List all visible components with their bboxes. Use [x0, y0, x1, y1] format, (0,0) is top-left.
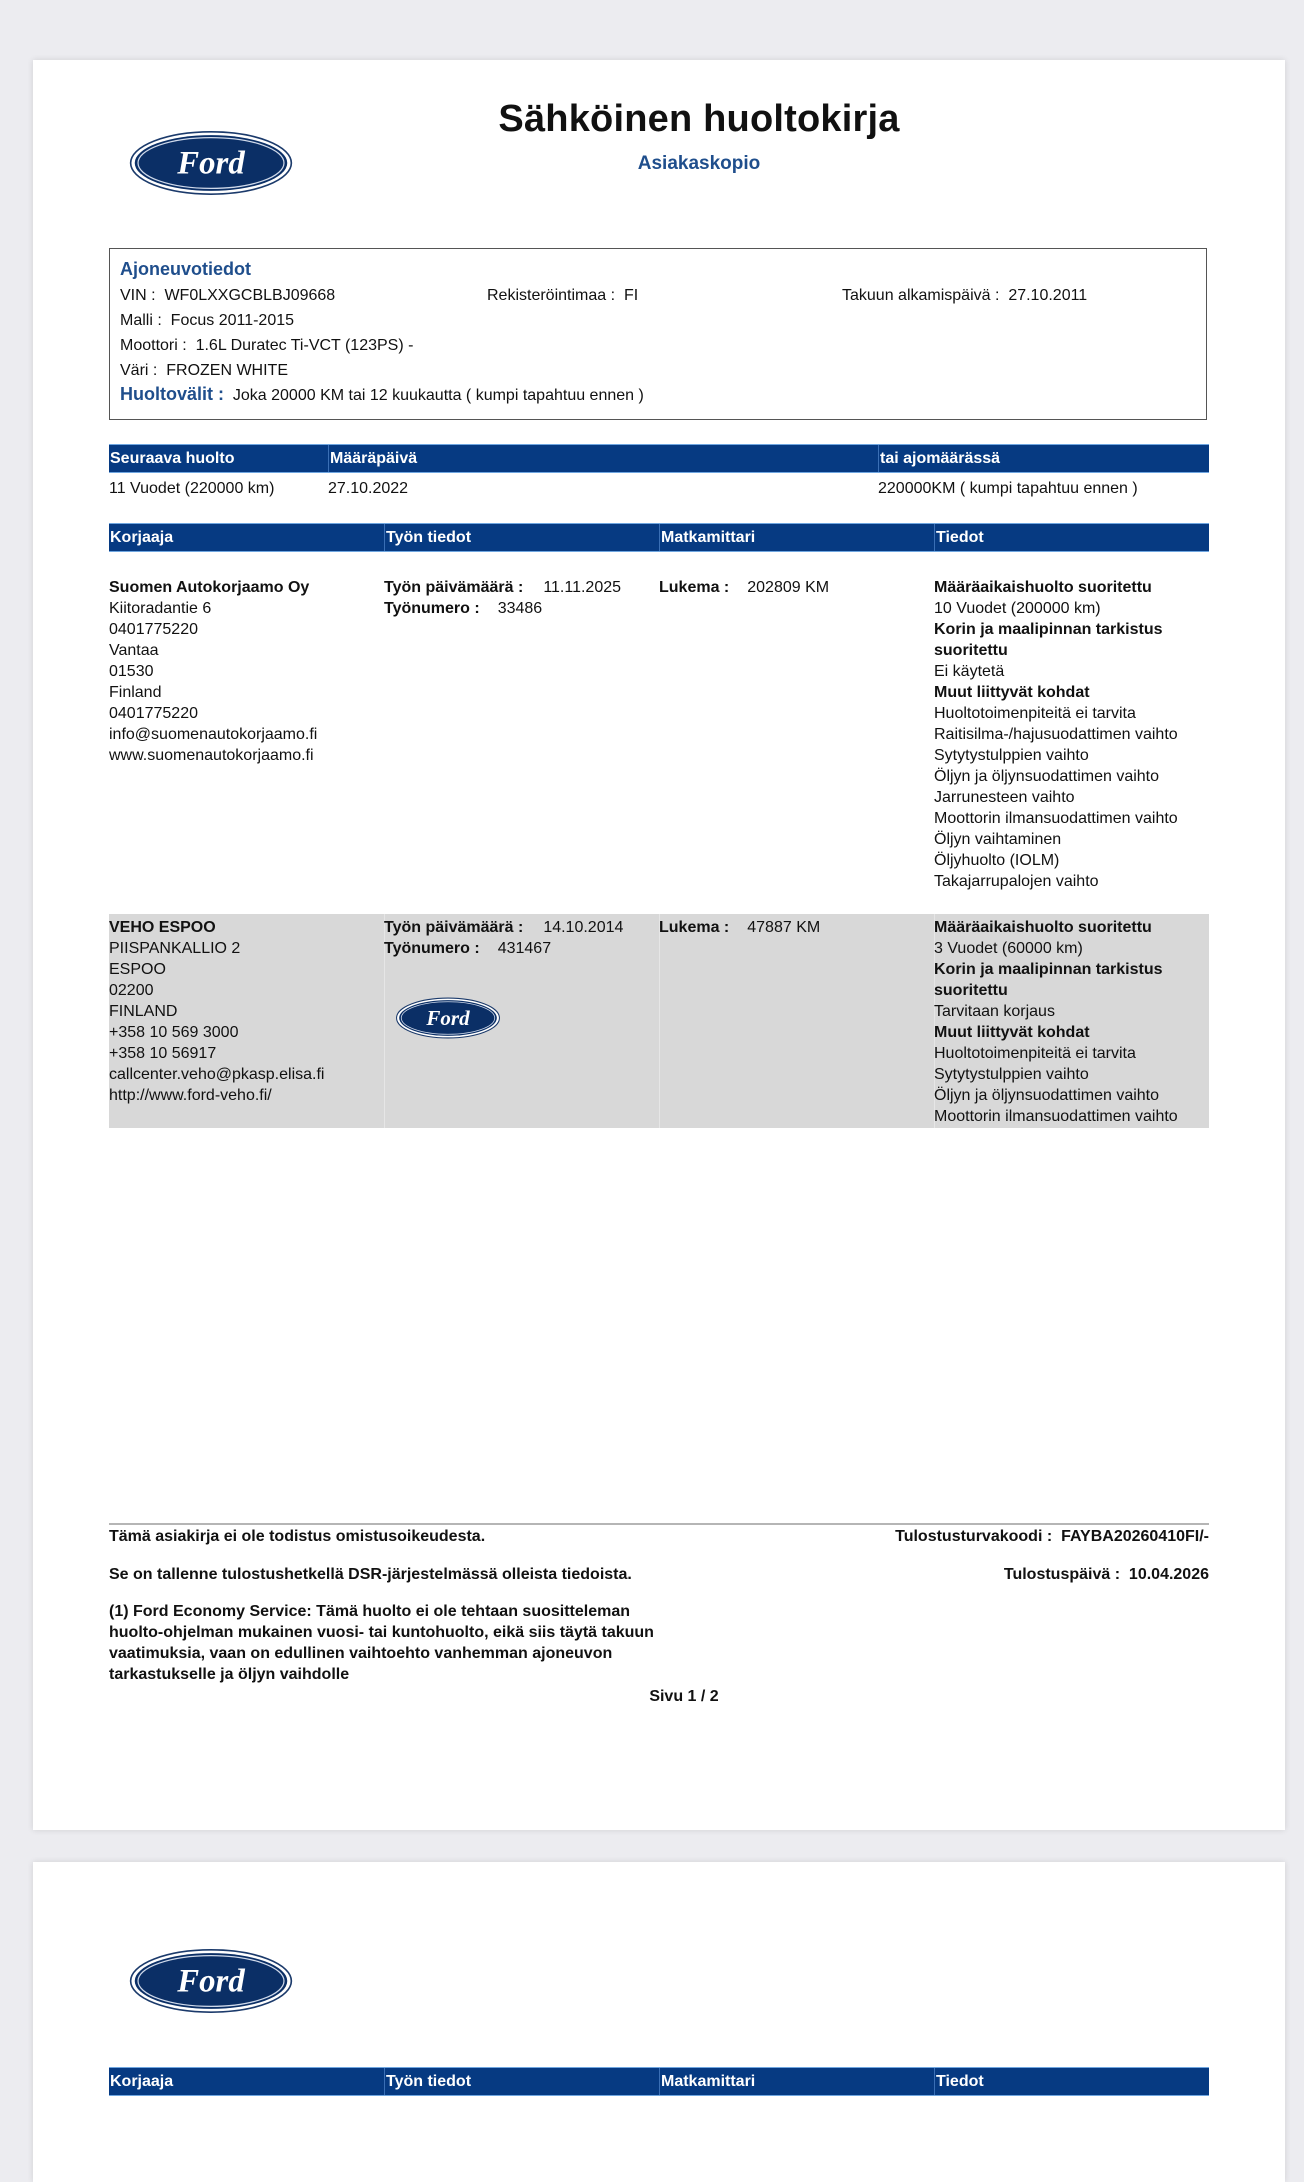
details-cell — [934, 577, 1204, 892]
model-value: Focus 2011-2015 — [170, 312, 295, 329]
document-title: Sähköinen huoltokirja — [498, 98, 900, 140]
ford-logo — [129, 1948, 293, 2014]
detail-item: Jarrunesteen vaihto — [934, 789, 1075, 806]
vin-label: VIN : — [120, 287, 156, 304]
detail-item: Huoltotoimenpiteitä ei tarvita — [934, 705, 1136, 722]
color-label: Väri : — [120, 362, 158, 379]
header-odometer: Matkamittari — [659, 524, 934, 551]
next-service-interval: 11 Vuodet (220000 km) — [109, 480, 275, 497]
column-divider — [659, 914, 660, 1128]
header-work-info: Työn tiedot — [384, 524, 659, 551]
dealer-line: www.suomenautokorjaamo.fi — [109, 747, 314, 764]
dealer-name: Suomen Autokorjaamo Oy — [109, 579, 310, 596]
interval-row — [120, 384, 644, 405]
security-code — [895, 1526, 1209, 1547]
service-table-header — [109, 523, 1209, 552]
economy-service-note: (1) Ford Economy Service: Tämä huolto ei ole tehtaan suositteleman huolto-ohjelman mukainen vuosi- tai kuntohuolto, eikä siis täytä takuun vaatimuksia, vaan on edullinen vaihtoehto vanhemman ajoneuvon tarkastukselle ja öljyn vaihdolle — [109, 1603, 654, 1683]
detail-item: Öljyn ja öljynsuodattimen vaihto — [934, 768, 1160, 785]
detail-item: Raitisilma-/hajusuodattimen vaihto — [934, 726, 1178, 743]
dealer-line: Kiitoradantie 6 — [109, 600, 212, 617]
detail-item: Tarvitaan korjaus — [934, 1003, 1055, 1020]
odometer-value: 47887 KM — [747, 919, 821, 936]
disclaimer-ownership: Tämä asiakirja ei ole todistus omistusoikeudesta. — [109, 1528, 486, 1545]
detail-item: Ei käytetä — [934, 663, 1005, 680]
engine-row — [120, 337, 413, 355]
detail-heading: Korin ja maalipinnan tarkistus suoritettu — [934, 621, 1163, 659]
warranty-value: 27.10.2011 — [1008, 287, 1088, 304]
work-date-value: 14.10.2014 — [543, 919, 624, 936]
dealer-line: Finland — [109, 684, 162, 701]
dealer-line: info@suomenautokorjaamo.fi — [109, 726, 318, 743]
next-service-mileage: 220000KM ( kumpi tapahtuu ennen ) — [878, 480, 1138, 497]
security-code-value: FAYBA20260410FI/- — [1061, 1528, 1209, 1545]
detail-item: Huoltotoimenpiteitä ei tarvita — [934, 1045, 1136, 1062]
work-number-value: 431467 — [497, 940, 552, 957]
work-info-cell — [384, 917, 623, 959]
security-code-label: Tulostusturvakoodi : — [895, 1528, 1053, 1545]
header-next-service: Seuraava huolto — [110, 450, 235, 467]
print-date-value: 10.04.2026 — [1128, 1566, 1209, 1583]
dealer-name: VEHO ESPOO — [109, 919, 216, 936]
vehicle-info-heading: Ajoneuvotiedot — [120, 259, 251, 279]
detail-heading: Muut liittyvät kohdat — [934, 684, 1090, 701]
header-odometer: Matkamittari — [659, 2068, 934, 2095]
dealer-line: 02200 — [109, 982, 154, 999]
page-indicator: Sivu 1 / 2 — [649, 1688, 719, 1705]
odometer-value: 202809 KM — [747, 579, 830, 596]
details-cell — [934, 917, 1204, 1127]
detail-heading: Määräaikaishuolto suoritettu — [934, 919, 1152, 936]
dealer-cell — [109, 577, 317, 766]
next-service-header — [109, 444, 1209, 473]
work-date-label: Työn päivämäärä : — [384, 579, 524, 596]
dealer-address — [109, 938, 324, 1106]
country-value: FI — [623, 287, 639, 304]
work-number-label: Työnumero : — [384, 940, 480, 957]
header-dealer: Korjaaja — [110, 529, 174, 546]
detail-item: 3 Vuodet (60000 km) — [934, 940, 1083, 957]
engine-value: 1.6L Duratec Ti-VCT (123PS) - — [195, 337, 414, 354]
detail-item: Moottorin ilmansuodattimen vaihto — [934, 1108, 1178, 1125]
detail-heading: Korin ja maalipinnan tarkistus suoritettu — [934, 961, 1163, 999]
detail-item: Öljyn ja öljynsuodattimen vaihto — [934, 1087, 1160, 1104]
work-info-cell — [384, 577, 621, 619]
dealer-line: 01530 — [109, 663, 154, 680]
engine-label: Moottori : — [120, 337, 187, 354]
disclaimer-record: Se on tallenne tulostushetkellä DSR-järjestelmässä olleista tiedoista. — [109, 1566, 632, 1583]
dealer-line: 0401775220 — [109, 621, 198, 638]
vehicle-info-box — [109, 248, 1207, 420]
odometer-label: Lukema : — [659, 579, 730, 596]
interval-value: Joka 20000 KM tai 12 kuukautta ( kumpi tapahtuu ennen ) — [232, 387, 644, 404]
dealer-line: +358 10 56917 — [109, 1045, 217, 1062]
detail-item: Sytytystulppien vaihto — [934, 1066, 1089, 1083]
color-row — [120, 362, 288, 380]
odometer-cell — [659, 577, 829, 598]
dealer-line: http://www.ford-veho.fi/ — [109, 1087, 272, 1104]
dealer-line: 0401775220 — [109, 705, 198, 722]
detail-item: Öljyn vaihtaminen — [934, 831, 1062, 848]
print-date — [1004, 1564, 1209, 1585]
header-details: Tiedot — [934, 2068, 1209, 2095]
detail-item: Moottorin ilmansuodattimen vaihto — [934, 810, 1178, 827]
work-date-label: Työn päivämäärä : — [384, 919, 524, 936]
model-row — [120, 312, 294, 330]
document-page-1 — [33, 60, 1285, 1830]
dealer-cell — [109, 917, 324, 1106]
service-table-header-page2 — [109, 2067, 1209, 2096]
dealer-line: +358 10 569 3000 — [109, 1024, 239, 1041]
odometer-cell — [659, 917, 820, 938]
header-details: Tiedot — [934, 524, 1209, 551]
warranty-label: Takuun alkamispäivä : — [842, 287, 1000, 304]
print-date-label: Tulostuspäivä : — [1003, 1566, 1121, 1583]
dealer-line: PIISPANKALLIO 2 — [109, 940, 241, 957]
color-value: FROZEN WHITE — [166, 362, 288, 379]
dealer-line: ESPOO — [109, 961, 166, 978]
model-label: Malli : — [120, 312, 162, 329]
header-due-date: Määräpäivä — [328, 445, 878, 472]
dealer-address — [109, 598, 317, 766]
document-page-2 — [33, 1862, 1285, 2182]
dealer-line: callcenter.veho@pkasp.elisa.fi — [109, 1066, 325, 1083]
country-label: Rekisteröintimaa : — [487, 287, 616, 304]
document-subtitle: Asiakaskopio — [637, 153, 761, 174]
header-mileage: tai ajomäärässä — [878, 445, 1209, 472]
footer-divider — [109, 1523, 1209, 1525]
detail-item: 10 Vuodet (200000 km) — [934, 600, 1101, 617]
dealer-line: Vantaa — [109, 642, 159, 659]
next-service-date: 27.10.2022 — [328, 480, 409, 497]
detail-item: Öljyhuolto (IOLM) — [934, 852, 1060, 869]
detail-item: Takajarrupalojen vaihto — [934, 873, 1099, 890]
dealer-line: FINLAND — [109, 1003, 178, 1020]
vin-row — [120, 287, 335, 305]
interval-label: Huoltovälit : — [120, 384, 224, 404]
dealer-ford-logo — [395, 997, 501, 1039]
work-number-label: Työnumero : — [384, 600, 480, 617]
header-work-info: Työn tiedot — [384, 2068, 659, 2095]
warranty-row — [842, 287, 1087, 305]
detail-heading: Muut liittyvät kohdat — [934, 1024, 1090, 1041]
detail-item: Sytytystulppien vaihto — [934, 747, 1089, 764]
vin-value: WF0LXXGCBLBJ09668 — [164, 287, 336, 304]
country-row — [487, 287, 638, 305]
odometer-label: Lukema : — [659, 919, 730, 936]
header-dealer: Korjaaja — [110, 2073, 174, 2090]
detail-heading: Määräaikaishuolto suoritettu — [934, 579, 1152, 596]
work-number-value: 33486 — [497, 600, 543, 617]
work-date-value: 11.11.2025 — [543, 579, 622, 596]
